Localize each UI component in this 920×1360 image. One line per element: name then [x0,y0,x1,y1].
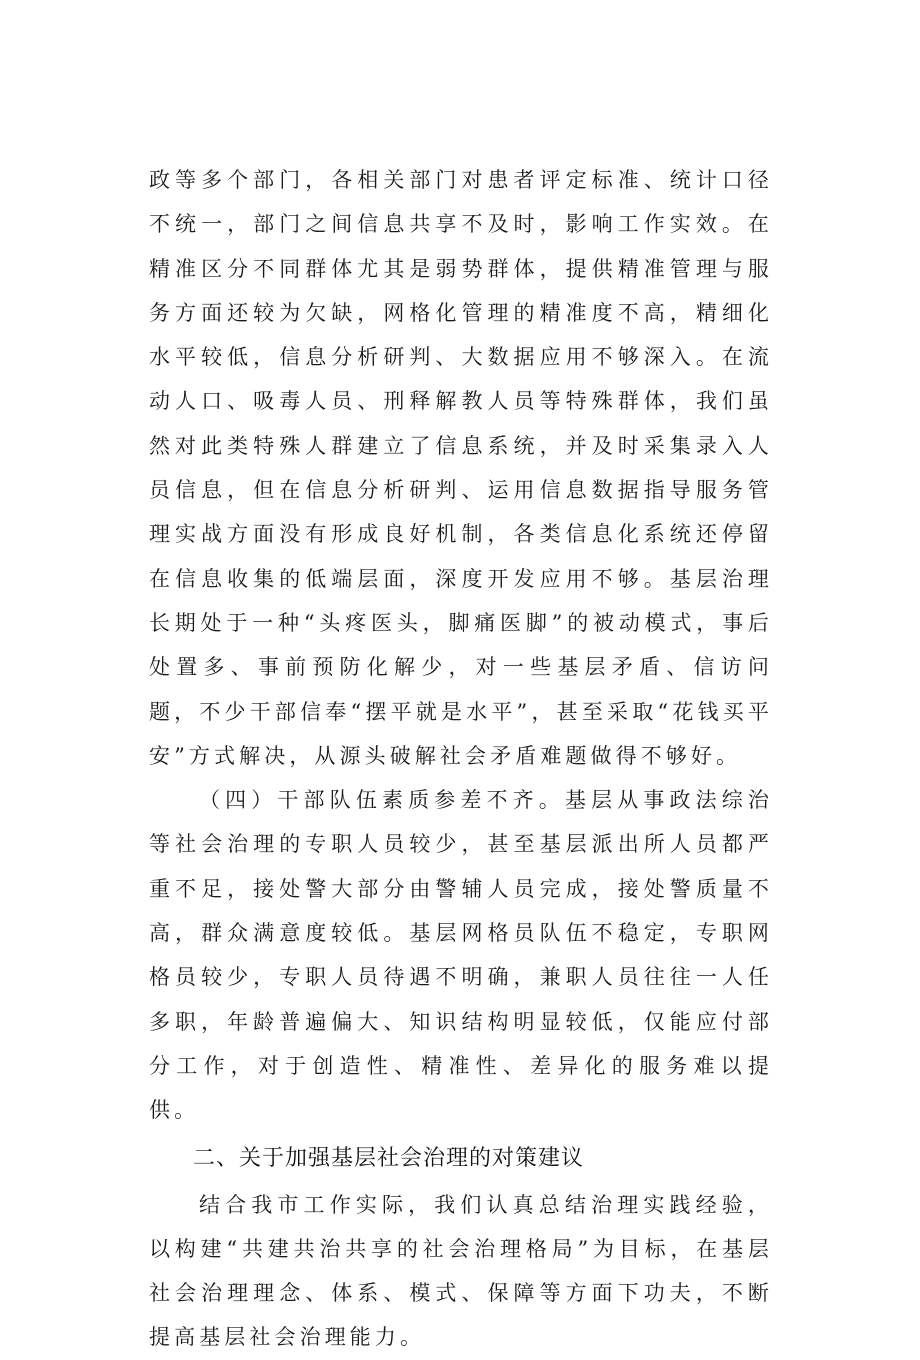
section-heading: 二、关于加强基层社会治理的对策建议 [193,1145,585,1171]
paragraph-intro: 结合我市工作实际，我们认真总结治理实践经验，以构建“共建共治共享的社会治理格局”为目标，在基层社会治理理念、体系、模式、保障等方面下功夫，不断提高基层社会治理能力。 [149,1192,773,1350]
paragraph-section-four: （四）干部队伍素质参差不齐。基层从事政法综治等社会治理的专职人员较少，甚至基层派出所人员都严重不足，接处警大部分由警辅人员完成，接处警质量不高，群众满意度较低。基层网格员队伍不稳定，专职网格员较少，专职人员待遇不明确，兼职人员往往一人任多职，年龄普遍偏大、知识结构明显较低，仅能应付部分工作，对于创造性、精准性、差异化的服务难以提供。 [149,788,773,1123]
paragraph-continued: 政等多个部门，各相关部门对患者评定标准、统计口径不统一，部门之间信息共享不及时，影响工作实效。在精准区分不同群体尤其是弱势群体，提供精准管理与服务方面还较为欠缺，网格化管理的精准度不高，精细化水平较低，信息分析研判、大数据应用不够深入。在流动人口、吸毒人员、刑释解教人员等特殊群体，我们虽然对此类特殊人群建立了信息系统，并及时采集录入人员信息，但在信息分析研判、运用信息数据指导服务管理实战方面没有形成良好机制，各类信息化系统还停留在信息收集的低端层面，深度开发应用不够。基层治理长期处于一种“头疼医头，脚痛医脚”的被动模式，事后处置多、事前预防化解少，对一些基层矛盾、信访问题，不少干部信奉“摆平就是水平”，甚至采取“花钱买平安”方式解决，从源头破解社会矛盾难题做得不够好。 [149,168,773,768]
document-body [149,158,773,1360]
